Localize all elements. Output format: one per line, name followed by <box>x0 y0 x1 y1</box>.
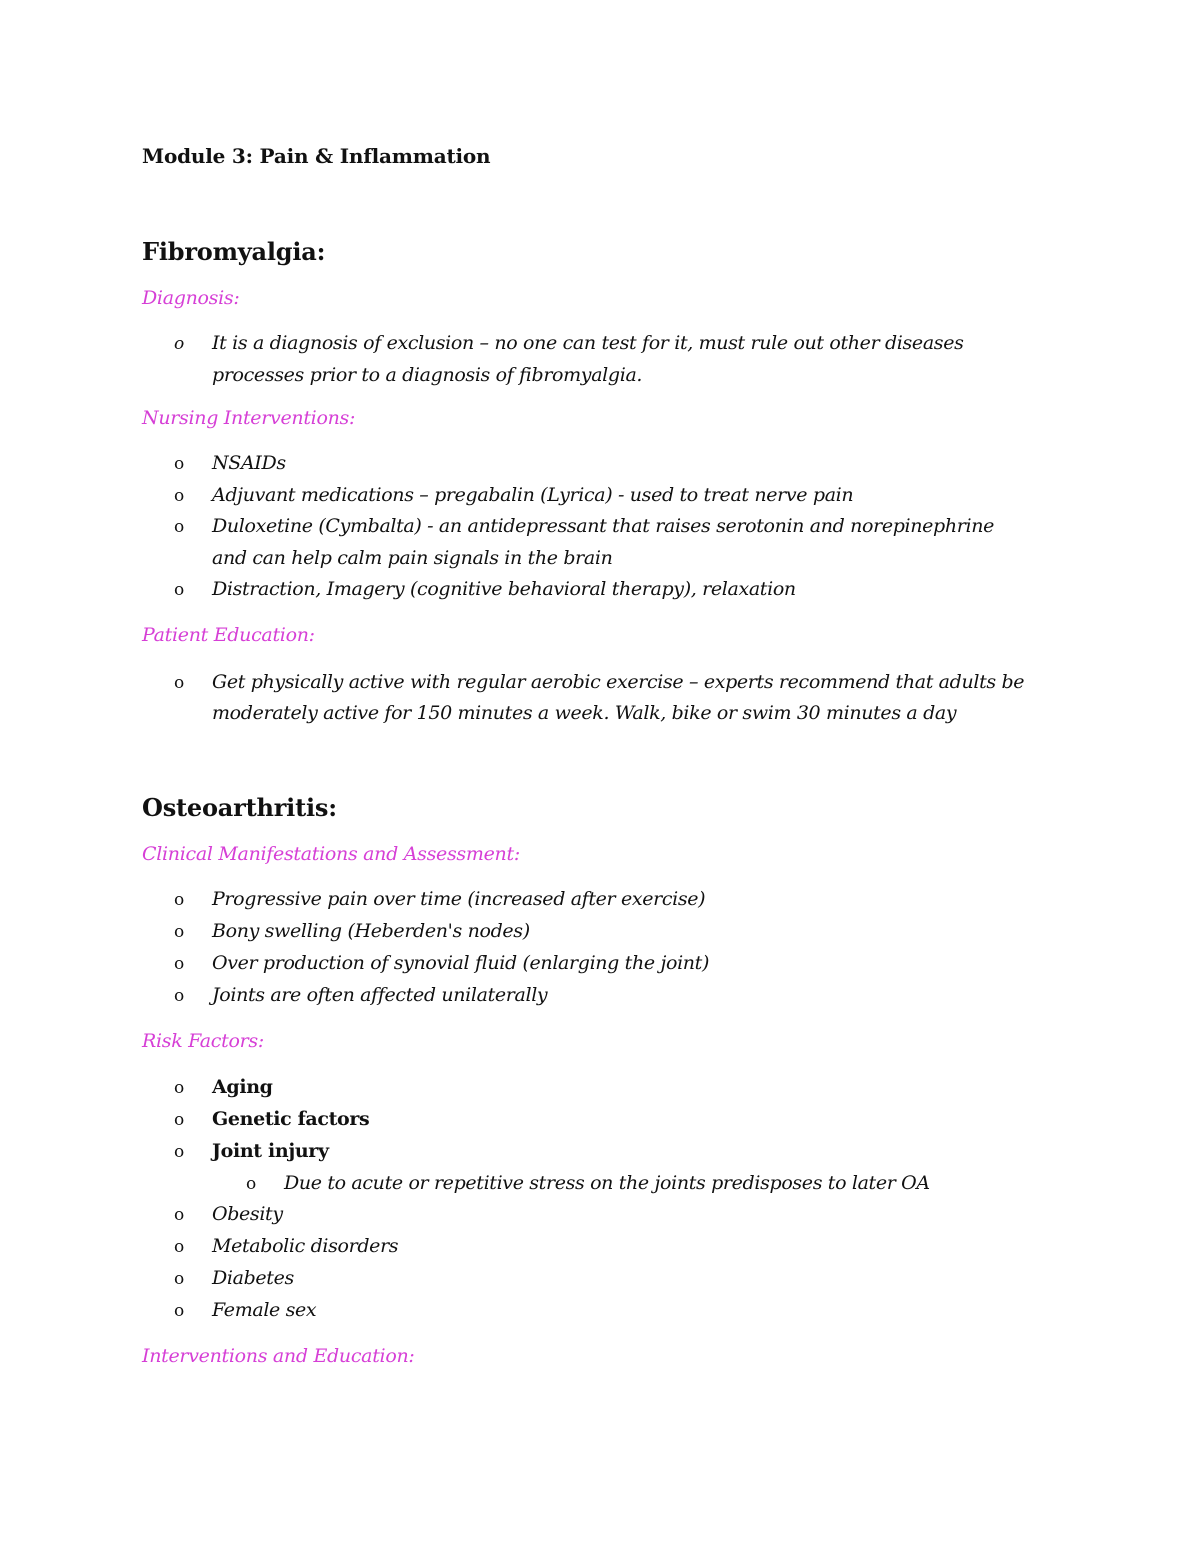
list-item-text: Metabolic disorders <box>212 1235 399 1257</box>
list-item <box>174 673 1024 692</box>
list-item <box>174 580 796 599</box>
list-item-continuation: moderately active for 150 minutes a week. Walk, bike or swim 30 minutes a day <box>212 702 957 724</box>
list-item-text: Bony swelling (Heberden's nodes) <box>212 920 530 942</box>
bullet-marker: o <box>174 1269 184 1289</box>
bullet-marker: o <box>174 1205 184 1225</box>
list-item-text: Genetic factors <box>212 1108 370 1130</box>
subheading-risk-factors: Risk Factors: <box>142 1030 264 1052</box>
list-item <box>174 1237 398 1256</box>
list-item-text: Adjuvant medications – pregabalin (Lyrica) - used to treat nerve pain <box>212 484 854 506</box>
list-item <box>174 1110 369 1129</box>
list-item <box>174 486 853 505</box>
bullet-marker: o <box>174 1110 184 1130</box>
bullet-marker: o <box>174 922 184 942</box>
list-item-text: Progressive pain over time (increased after exercise) <box>212 888 706 910</box>
list-item <box>174 986 547 1005</box>
list-item <box>174 517 994 536</box>
list-item <box>174 1205 283 1224</box>
list-item-text: Over production of synovial fluid (enlarging the joint) <box>212 952 710 974</box>
list-item <box>174 334 964 353</box>
list-item-text: It is a diagnosis of exclusion – no one can test for it, must rule out other diseases <box>212 332 964 354</box>
bullet-marker: o <box>174 454 184 474</box>
list-item <box>174 454 286 473</box>
list-item-continuation: processes prior to a diagnosis of fibromyalgia. <box>212 364 643 386</box>
bullet-marker: o <box>174 1301 184 1321</box>
bullet-marker: o <box>174 334 184 354</box>
subheading-nursing-interventions: Nursing Interventions: <box>142 407 356 429</box>
sub-list-item <box>246 1174 930 1193</box>
bullet-marker: o <box>174 1142 184 1162</box>
bullet-marker: o <box>174 1237 184 1257</box>
section-title-fibromyalgia: Fibromyalgia: <box>142 237 326 266</box>
bullet-marker: o <box>174 986 184 1006</box>
bullet-marker: o <box>174 1078 184 1098</box>
list-item-text: Female sex <box>212 1299 317 1321</box>
list-item-text: Due to acute or repetitive stress on the joints predisposes to later OA <box>284 1172 930 1194</box>
list-item-text: Diabetes <box>212 1267 294 1289</box>
list-item-text: Distraction, Imagery (cognitive behavioral therapy), relaxation <box>212 578 796 600</box>
list-item-text: Joints are often affected unilaterally <box>212 984 548 1006</box>
list-item-text: Aging <box>212 1076 273 1098</box>
list-item <box>174 922 530 941</box>
list-item <box>174 1301 316 1320</box>
list-item <box>174 954 709 973</box>
section-title-osteoarthritis: Osteoarthritis: <box>142 793 337 822</box>
subheading-clinical-manifestations: Clinical Manifestations and Assessment: <box>142 843 520 865</box>
bullet-marker: o <box>174 580 184 600</box>
list-item-text: Get physically active with regular aerobic exercise – experts recommend that adults be <box>212 671 1025 693</box>
list-item-text: Obesity <box>212 1203 283 1225</box>
module-title: Module 3: Pain & Inflammation <box>142 144 491 168</box>
list-item <box>174 1269 294 1288</box>
list-item <box>174 1142 329 1161</box>
bullet-marker: o <box>174 890 184 910</box>
list-item-continuation: and can help calm pain signals in the brain <box>212 547 613 569</box>
subheading-diagnosis: Diagnosis: <box>142 287 240 309</box>
bullet-marker: o <box>174 954 184 974</box>
subheading-patient-education: Patient Education: <box>142 624 315 646</box>
subheading-interventions-education: Interventions and Education: <box>142 1345 415 1367</box>
bullet-marker: o <box>174 517 184 537</box>
list-item-text: Duloxetine (Cymbalta) - an antidepressant that raises serotonin and norepinephrine <box>212 515 994 537</box>
list-item-text: Joint injury <box>212 1140 329 1162</box>
list-item-text: NSAIDs <box>212 452 286 474</box>
bullet-marker: o <box>174 673 184 693</box>
bullet-marker: o <box>174 486 184 506</box>
bullet-marker: o <box>246 1174 256 1194</box>
list-item <box>174 890 705 909</box>
list-item <box>174 1078 273 1097</box>
